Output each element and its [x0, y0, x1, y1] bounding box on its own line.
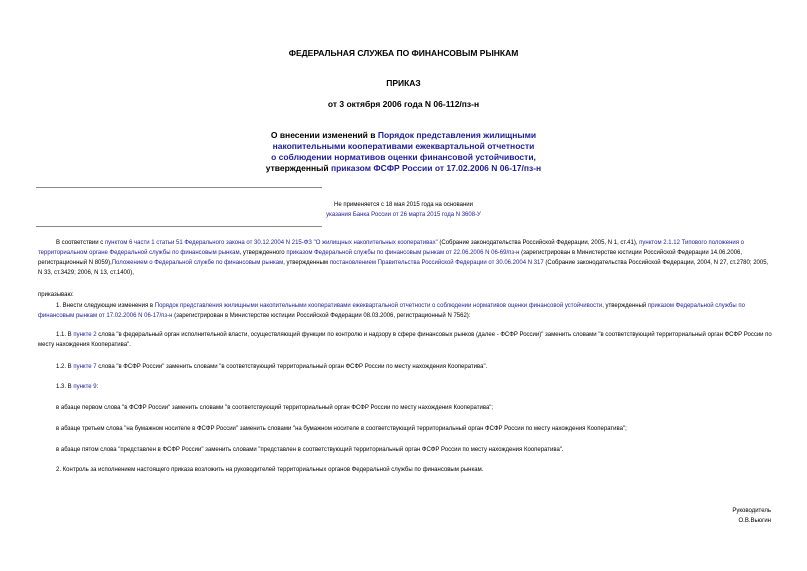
point-9-link[interactable]: пункте 9 — [73, 384, 97, 390]
point-7-link[interactable]: пункте 7 — [73, 364, 97, 370]
preamble-text: (Собрание законодательства Российской Федерации, 2005, N 1, ст.41), — [437, 240, 640, 246]
signature-block — [732, 506, 771, 526]
procedure-link[interactable]: Порядок представления жилищными накопительными кооперативами ежеквартальной отчетности о соблюдении нормативов оценки финансовой устойчивости — [154, 303, 603, 309]
fsfr-order-link[interactable]: приказом Федеральной службы по финансовым рынкам от 22.06.2006 N 06-69/пз-н — [286, 250, 520, 256]
federal-law-link[interactable]: пунктом 6 части 1 статьи 51 Федерального закона от 30.12.2004 N 215-ФЗ "О жилищных накопительных кооперативах" — [104, 240, 438, 246]
preamble-text: , утвержденного — [239, 250, 287, 256]
divider-bottom — [36, 226, 322, 227]
preamble-text: (зарегистрирован в Министерстве юстиции Российской Федерации 14.06.2006, регистрационный N 8059), — [38, 250, 743, 266]
signature-name: О.В.Вьюгин — [738, 518, 771, 524]
preamble-text: , утвержденным — [283, 260, 330, 266]
title-order-link[interactable]: Порядок представления жилищными — [377, 130, 537, 140]
bank-of-russia-link[interactable]: указания Банка России от 26 марта 2015 года N 3608-У — [326, 212, 481, 218]
fsfr-regulation-link[interactable]: Положением о Федеральной службе по финансовым рынкам — [111, 260, 284, 266]
item-text: 1.3. В — [56, 384, 74, 390]
item-text: , утвержденный — [602, 303, 648, 309]
orders-word: приказываю: — [38, 292, 74, 298]
agency-name: ФЕДЕРАЛЬНАЯ СЛУЖБА ПО ФИНАНСОВЫМ РЫНКАМ — [288, 48, 519, 58]
order-06-17-link[interactable]: приказом Федеральной службы по финансовым рынкам от 17.02.2006 N 06-17/пз-н — [38, 303, 745, 319]
title-order-link-2[interactable]: накопительными кооперативами ежеквартальной отчетности — [272, 141, 535, 151]
sub-item-2: в абзаце третьем слова "на бумажном носителе в ФСФР России" заменить словами "на бумажном носителе в соответствующий территориальный орган ФСФР России по месту нахождения Кооператива"; — [56, 426, 627, 432]
preamble-text: (Собрание законодательства Российской Федерации, 2004, N 27, ст.2780; 2005, N 33, ст.3429; 2006, N 13, ст.1400), — [38, 260, 769, 276]
preamble-paragraph — [38, 238, 774, 278]
item-1-1 — [38, 330, 774, 350]
item-1-3 — [38, 382, 774, 392]
government-resolution-link[interactable]: постановлением Правительства Российской Федерации от 30.06.2004 N 317 — [329, 260, 544, 266]
sub-item-3: в абзаце пятом слова "представлен в ФСФР России" заменить словами "представлен в соответствующий территориальный орган ФСФР России по месту нахождения Кооператива". — [56, 447, 564, 453]
note-text: Не применяется с 18 мая 2015 года на основании — [334, 202, 473, 208]
item-text: (зарегистрирован в Министерстве юстиции Российской Федерации 08.03.2006, регистрационный N 7562): — [172, 313, 471, 319]
point-2-link[interactable]: пункте 2 — [73, 332, 97, 338]
item-text: 1.1. В — [56, 332, 74, 338]
title-order-ref-link[interactable]: приказом ФСФР России от 17.02.2006 N 06-17/пз-н — [330, 163, 542, 173]
title-order-link-3[interactable]: о соблюдении нормативов оценки финансовой устойчивости, — [271, 152, 536, 162]
signature-role: Руководитель — [732, 508, 771, 514]
document-title — [0, 130, 807, 174]
item-1-2 — [38, 362, 774, 372]
item-2: 2. Контроль за исполнением настоящего приказа возложить на руководителей территориальных органов Федеральной службы по финансовым рынкам. — [56, 467, 484, 473]
item-text: слова "в федеральный орган исполнительной власти, осуществляющий функции по контролю и надзору в сфере финансовых рынков (далее - ФСФР России)" заменить словами "в соответствующий территориальный орган ФСФР России по месту нахождения Кооператива". — [38, 332, 772, 348]
typical-regulation-link[interactable]: пунктом 2.1.12 Типового положения о территориальном органе Федеральной службы по финансовым рынкам — [38, 240, 745, 256]
divider-top — [36, 187, 322, 188]
item-text: 1.2. В — [56, 364, 74, 370]
item-1 — [38, 301, 774, 321]
applicability-note — [0, 200, 807, 220]
document-type: ПРИКАЗ — [386, 78, 421, 88]
sub-item-1: в абзаце первом слова "в ФСФР России" заменить словами "в соответствующий территориальный орган ФСФР России по месту нахождения Кооператива"; — [56, 405, 494, 411]
item-text: : — [96, 384, 99, 390]
title-text: О внесении изменений в — [270, 130, 378, 140]
item-text: 1. Внести следующие изменения в — [56, 303, 155, 309]
item-text: слова "в ФСФР России" заменить словами "в соответствующий территориальный орган ФСФР России по месту нахождения Кооператива". — [96, 364, 488, 370]
document-date-number: от 3 октября 2006 года N 06-112/пз-н — [327, 99, 480, 109]
preamble-text: В соответствии с — [56, 240, 105, 246]
title-text-2: утвержденный — [265, 163, 331, 173]
